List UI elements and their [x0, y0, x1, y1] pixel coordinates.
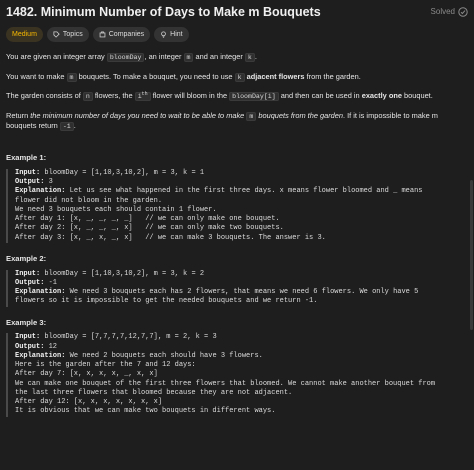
header	[6, 0, 468, 24]
italic-text: the minimum number of days you need to wait to be able to make	[30, 110, 247, 120]
building-icon	[99, 31, 106, 38]
inline-code: m	[67, 73, 77, 82]
hint-label: Hint	[170, 30, 183, 38]
text: Return	[6, 110, 31, 120]
solved-status	[431, 7, 468, 17]
paragraph-4	[6, 111, 468, 132]
paragraph-1	[6, 52, 468, 63]
inline-code: n	[83, 92, 93, 101]
example-2-label: Example 2:	[6, 253, 47, 263]
output-value: 12	[44, 342, 58, 351]
text: , an integer	[144, 52, 184, 61]
lightbulb-icon	[160, 31, 167, 38]
text: The garden consists of	[6, 91, 83, 101]
scrollbar[interactable]	[470, 180, 473, 330]
explanation-text: We need 3 bouquets each has 2 flowers, that means we need 6 flowers. We only have 5 flowers so it is impossible to get the needed bouquets and we return -1.	[15, 288, 419, 306]
example-3-block	[6, 333, 468, 416]
text: bouquets. To make a bouquet, you need to use	[76, 71, 235, 81]
explanation-text: Let us see what happened in the first three days. x means flower bloomed and _ means flower did not bloom in the garden. We need 3 bouquets each should contain 1 flower. After day 1: [x, _, _, _, _] // we can only make one bouquet. After day 2: [x, _, _, _, x] // we can only make two bouquets. After day 3: [x, _, x, _, x] // we can make 3 bouquets. The answer is 3.	[15, 187, 423, 242]
explanation-label: Explanation:	[15, 351, 66, 360]
paragraph-3	[6, 91, 468, 102]
bold-text: exactly one	[361, 91, 402, 101]
input-label: Input:	[15, 168, 41, 177]
input-label: Input:	[15, 269, 41, 278]
output-value: 3	[44, 178, 53, 187]
input-value: bloomDay = [1,10,3,10,2], m = 3, k = 2	[40, 269, 205, 278]
problem-title: 1482. Minimum Number of Days to Make m Bouquets	[6, 4, 321, 19]
text: flower will bloom in the	[150, 91, 230, 101]
text: bouquet.	[401, 91, 433, 101]
inline-code: bloomDay	[107, 53, 145, 62]
input-label: Input:	[15, 333, 41, 342]
tag-row	[6, 27, 468, 42]
example-2-block	[6, 270, 468, 307]
example-3-label: Example 3:	[6, 317, 47, 327]
paragraph-2	[6, 72, 468, 83]
example-1-block	[6, 169, 468, 243]
explanation-label: Explanation:	[15, 187, 66, 196]
hint-tag[interactable]	[154, 27, 188, 42]
inline-code: m	[246, 112, 256, 121]
inline-code: k	[235, 73, 245, 82]
text: flowers, the	[92, 91, 135, 101]
output-label: Output:	[15, 278, 45, 287]
example-1-label: Example 1:	[6, 153, 47, 162]
check-circle-icon	[458, 7, 468, 17]
topics-label: Topics	[62, 30, 83, 38]
text: .	[73, 121, 76, 131]
text: and then can be used in	[278, 91, 362, 101]
topics-tag[interactable]	[47, 27, 89, 42]
text: and an integer	[193, 52, 245, 61]
solved-label: Solved	[430, 6, 455, 16]
inline-code: bloomDay[i]	[229, 92, 279, 101]
explanation-text: We need 2 bouquets each should have 3 flowers. Here is the garden after the 7 and 12 days: After day 7: [x, x, x, x, _, x, x] We can make one bouquet of the first three flowers that bloomed. We cannot make another bouquet from the last three flowers that bloomed because they are not adjacent. After day 12: [x, x, x, x, x, x, x] It is obvious that we can make two bouquets in different ways.	[15, 351, 436, 416]
output-value: -1	[44, 278, 58, 287]
superscript: th	[141, 91, 148, 98]
tag-icon	[53, 31, 60, 38]
text: from the garden.	[304, 71, 361, 81]
companies-label: Companies	[108, 30, 145, 38]
text: .	[254, 52, 257, 61]
text: You are given an integer array	[6, 52, 107, 61]
bold-text: adjacent flowers	[244, 71, 305, 81]
code-text: i	[137, 93, 142, 101]
output-label: Output:	[15, 178, 45, 187]
input-value: bloomDay = [1,10,3,10,2], m = 3, k = 1	[40, 168, 205, 177]
output-label: Output:	[15, 342, 45, 351]
text: . If it is impossible to make m bouquets return	[6, 110, 438, 131]
explanation-label: Explanation:	[15, 288, 66, 297]
inline-code: k	[245, 53, 255, 62]
difficulty-label: Medium	[12, 30, 37, 38]
difficulty-badge	[6, 27, 43, 42]
inline-code	[135, 92, 151, 101]
text: You want to make	[6, 71, 67, 81]
input-value: bloomDay = [7,7,7,7,12,7,7], m = 2, k = 3	[40, 333, 217, 342]
inline-code: m	[184, 53, 194, 62]
italic-text: bouquets from the garden	[256, 110, 344, 120]
inline-code: -1	[60, 122, 74, 131]
companies-tag[interactable]	[93, 27, 150, 42]
